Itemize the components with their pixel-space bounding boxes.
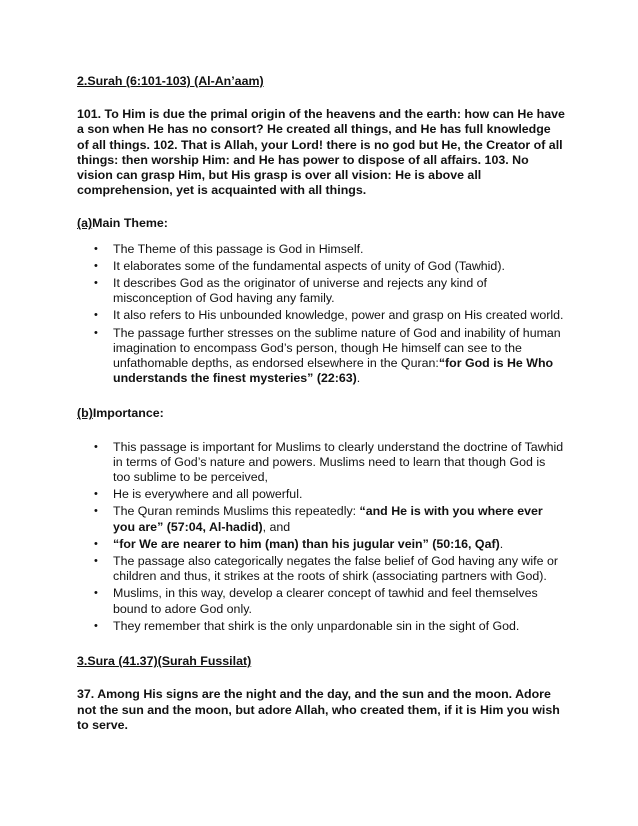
main-theme-heading <box>77 216 565 231</box>
list-item: • The Quran reminds Muslims this repeatedly: “and He is with you where ever you are” (57:04, Al-hadid), and <box>94 504 543 534</box>
bullet-icon: • <box>94 587 98 600</box>
bullet-icon: • <box>94 619 98 632</box>
main-theme-marker: (a) <box>77 216 93 231</box>
verse-text-41-37: 37. Among His signs are the night and the day, and the sun and the moon. Adore not the sun and the moon, but adore Allah, who created them, if it is Him you wish to serve. <box>77 687 560 732</box>
list-item: • It also refers to His unbounded knowledge, power and grasp on His created world. <box>94 308 564 323</box>
verse-text-6-101-103: 101. To Him is due the primal origin of the heavens and the earth: how can He have a son when He has no consort? He created all things, and He has full knowledge of all things. 102. That is Allah, your Lord! there is no god but He, the Creator of all things: then worship Him: and He has power to dispose of all affairs. 103. No vision can grasp Him, but His grasp is over all vision: He is above all comprehension, yet is acquainted with all things. <box>77 107 565 198</box>
list-item: • He is everywhere and all powerful. <box>94 487 303 502</box>
importance-heading <box>77 406 565 421</box>
bullet-icon: • <box>94 326 98 339</box>
section-heading-surah-6: 2.Surah (6:101-103) (Al-An’aam) <box>77 74 264 88</box>
importance-label: Importance: <box>92 406 164 421</box>
quran-quote: “and He is with you where ever you are” (57:04, Al-hadid) <box>113 504 543 534</box>
bullet-icon: • <box>94 277 98 290</box>
bullet-icon: • <box>94 505 98 518</box>
list-item: • “for We are nearer to him (man) than his jugular vein” (50:16, Qaf). <box>94 536 504 551</box>
bullet-icon: • <box>94 488 98 501</box>
list-item: • The passage also categorically negates the false belief of God having any wife or children and thus, it strikes at the roots of shirk (associating partners with God). <box>94 554 558 584</box>
bullet-icon: • <box>94 555 98 568</box>
bullet-icon: • <box>94 537 98 550</box>
list-item: • It elaborates some of the fundamental aspects of unity of God (Tawhid). <box>94 258 505 273</box>
main-theme-list <box>77 242 565 387</box>
list-item: • Muslims, in this way, develop a clearer concept of tawhid and feel themselves bound to adore God only. <box>94 586 538 616</box>
quran-quote: “for We are nearer to him (man) than his jugular vein” (50:16, Qaf) <box>113 536 500 551</box>
importance-list <box>77 440 565 634</box>
bullet-icon: • <box>94 259 98 272</box>
section-heading-surah-41: 3.Sura (41.37)(Surah Fussilat) <box>77 654 252 669</box>
list-item: • This passage is important for Muslims to clearly understand the doctrine of Tawhid in terms of God’s nature and powers. Muslims need to learn that though God is too sublime to be perceived, <box>94 439 564 485</box>
bullet-icon: • <box>94 242 98 255</box>
bullet-icon: • <box>94 440 98 453</box>
main-theme-label: Main Theme: <box>92 216 168 231</box>
list-item: • It describes God as the originator of universe and rejects any kind of misconception of God having any family. <box>94 276 487 306</box>
bullet-icon: • <box>94 309 98 322</box>
quran-quote: “for God is He Who understands the finest mysteries” (22:63) <box>113 356 554 386</box>
list-item: • The passage further stresses on the sublime nature of God and inability of human imagination to encompass God’s person, though He himself can see to the unfathomable depths, as endorsed elsewhere in the Quran:“for God is He Who understands the finest mysteries” (22:63). <box>94 325 561 386</box>
document-body <box>77 74 565 733</box>
list-item: • They remember that shirk is the only unpardonable sin in the sight of God. <box>94 618 520 633</box>
list-item: • The Theme of this passage is God in Himself. <box>94 241 364 256</box>
importance-marker: (b) <box>77 406 93 421</box>
